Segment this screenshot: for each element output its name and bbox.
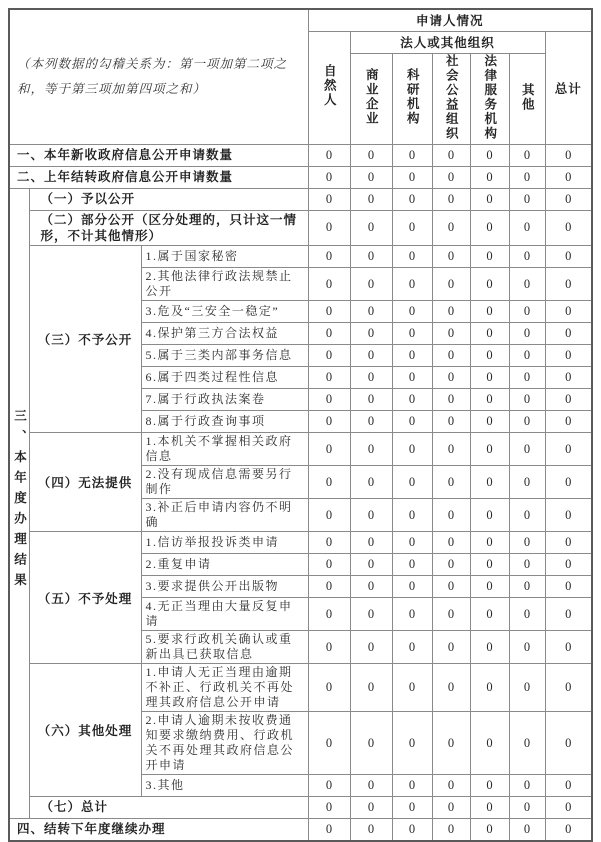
value-cell: 0 [509,712,545,775]
value-cell: 0 [392,210,432,246]
value-cell: 0 [509,532,545,554]
table-row [9,166,592,188]
value-cell: 0 [308,210,350,246]
value-cell: 0 [509,631,545,664]
value-cell: 0 [432,554,470,576]
item-label: 4.无正当理由大量反复申请 [141,598,308,631]
value-cell: 0 [545,712,592,775]
value-cell: 0 [432,819,470,841]
value-cell: 0 [392,433,432,466]
value-cell: 0 [308,268,350,301]
item-label: 5.要求行政机关确认或重新出具已获取信息 [141,631,308,664]
value-cell: 0 [509,166,545,188]
table-row [9,433,592,466]
value-cell: 0 [350,166,392,188]
value-cell: 0 [545,367,592,389]
value-cell: 0 [392,268,432,301]
value-cell: 0 [545,631,592,664]
value-cell: 0 [545,664,592,712]
value-cell: 0 [392,499,432,532]
value-cell: 0 [470,664,509,712]
value-cell: 0 [509,819,545,841]
value-cell: 0 [470,499,509,532]
value-cell: 0 [308,712,350,775]
value-cell: 0 [392,598,432,631]
value-cell: 0 [432,576,470,598]
value-cell: 0 [392,188,432,210]
value-cell: 0 [509,466,545,499]
col-header-natural-person-label: 自然人 [322,64,337,108]
value-cell: 0 [308,188,350,210]
row-label-granted-disclosure: （一）予以公开 [29,188,308,210]
item-label: 1.信访举报投诉类申请 [141,532,308,554]
item-label: 8.属于行政查询事项 [141,411,308,433]
value-cell: 0 [350,598,392,631]
value-cell: 0 [308,433,350,466]
item-label: 7.属于行政执法案卷 [141,389,308,411]
value-cell: 0 [545,598,592,631]
value-cell: 0 [470,631,509,664]
col-header-legal-service-org [470,53,509,144]
value-cell: 0 [432,797,470,819]
value-cell: 0 [392,576,432,598]
value-cell: 0 [432,499,470,532]
value-cell: 0 [392,323,432,345]
value-cell: 0 [350,268,392,301]
value-cell: 0 [470,246,509,268]
row-label-partial-disclosure: （二）部分公开（区分处理的，只计这一情形，不计其他情形） [29,210,308,246]
value-cell: 0 [470,576,509,598]
value-cell: 0 [350,367,392,389]
value-cell: 0 [545,345,592,367]
value-cell: 0 [350,323,392,345]
value-cell: 0 [432,367,470,389]
value-cell: 0 [509,797,545,819]
item-label: 2.其他法律行政法规禁止公开 [141,268,308,301]
col-header-social-welfare-org-label: 社会公益组织 [444,53,459,141]
value-cell: 0 [545,411,592,433]
value-cell: 0 [350,466,392,499]
value-cell: 0 [392,246,432,268]
value-cell: 0 [308,532,350,554]
value-cell: 0 [350,345,392,367]
value-cell: 0 [470,210,509,246]
value-cell: 0 [545,499,592,532]
value-cell: 0 [308,246,350,268]
value-cell: 0 [350,499,392,532]
value-cell: 0 [350,819,392,841]
value-cell: 0 [392,819,432,841]
value-cell: 0 [432,598,470,631]
value-cell: 0 [392,367,432,389]
header-applicant-situation: 申请人情况 [308,9,592,31]
value-cell: 0 [432,433,470,466]
value-cell: 0 [308,323,350,345]
value-cell: 0 [509,268,545,301]
item-label: 3.危及“三安全一稳定” [141,301,308,323]
value-cell: 0 [308,554,350,576]
section-three-vertical-label [9,188,29,819]
value-cell: 0 [392,466,432,499]
value-cell: 0 [545,188,592,210]
value-cell: 0 [470,797,509,819]
col-header-commercial-enterprise-label: 商业企业 [364,68,379,126]
group-label-not-processed: （五）不予处理 [29,532,141,664]
value-cell: 0 [470,323,509,345]
row-label-new-applications: 一、本年新收政府信息公开申请数量 [9,144,308,166]
value-cell: 0 [350,389,392,411]
value-cell: 0 [350,433,392,466]
value-cell: 0 [392,554,432,576]
item-label: 3.要求提供公开出版物 [141,576,308,598]
item-label: 2.没有现成信息需要另行制作 [141,466,308,499]
value-cell: 0 [392,631,432,664]
value-cell: 0 [545,433,592,466]
value-cell: 0 [470,775,509,797]
value-cell: 0 [432,712,470,775]
item-label: 1.属于国家秘密 [141,246,308,268]
table-row [9,664,592,712]
value-cell: 0 [392,664,432,712]
value-cell: 0 [350,411,392,433]
value-cell: 0 [509,554,545,576]
value-cell: 0 [470,345,509,367]
table-row [9,819,592,841]
group-label-unable-to-provide: （四）无法提供 [29,433,141,532]
value-cell: 0 [392,712,432,775]
table-row [9,797,592,819]
table-row [9,144,592,166]
value-cell: 0 [545,466,592,499]
value-cell: 0 [509,664,545,712]
value-cell: 0 [470,598,509,631]
value-cell: 0 [545,819,592,841]
note-cell: （本列数据的勾稽关系为：第一项加第二项之和，等于第三项加第四项之和） [9,9,308,144]
value-cell: 0 [509,210,545,246]
value-cell: 0 [392,389,432,411]
value-cell: 0 [308,301,350,323]
value-cell: 0 [308,389,350,411]
value-cell: 0 [392,532,432,554]
value-cell: 0 [308,576,350,598]
value-cell: 0 [470,367,509,389]
item-label: 2.申请人逾期未按收费通知要求缴纳费用、行政机关不再处理其政府信息公开申请 [141,712,308,775]
value-cell: 0 [545,576,592,598]
value-cell: 0 [470,532,509,554]
value-cell: 0 [545,554,592,576]
value-cell: 0 [432,246,470,268]
group-label-other-handling: （六）其他处理 [29,664,141,797]
value-cell: 0 [350,631,392,664]
row-label-carry-to-next-year: 四、结转下年度继续办理 [9,819,308,841]
value-cell: 0 [308,631,350,664]
value-cell: 0 [308,797,350,819]
col-header-social-welfare-org [432,53,470,144]
value-cell: 0 [509,144,545,166]
item-label: 3.补正后申请内容仍不明确 [141,499,308,532]
value-cell: 0 [545,210,592,246]
item-label: 5.属于三类内部事务信息 [141,345,308,367]
value-cell: 0 [470,466,509,499]
value-cell: 0 [545,775,592,797]
value-cell: 0 [509,188,545,210]
value-cell: 0 [392,166,432,188]
value-cell: 0 [470,166,509,188]
table-row [9,210,592,246]
value-cell: 0 [545,532,592,554]
value-cell: 0 [470,411,509,433]
value-cell: 0 [308,819,350,841]
value-cell: 0 [308,166,350,188]
row-label-carried-over-applications: 二、上年结转政府信息公开申请数量 [9,166,308,188]
value-cell: 0 [392,144,432,166]
value-cell: 0 [470,144,509,166]
value-cell: 0 [350,301,392,323]
value-cell: 0 [432,301,470,323]
item-label: 4.保护第三方合法权益 [141,323,308,345]
value-cell: 0 [432,323,470,345]
value-cell: 0 [509,389,545,411]
value-cell: 0 [432,775,470,797]
value-cell: 0 [432,466,470,499]
value-cell: 0 [350,664,392,712]
value-cell: 0 [432,188,470,210]
value-cell: 0 [509,576,545,598]
value-cell: 0 [545,323,592,345]
group-label-not-disclosed: （三）不予公开 [29,246,141,433]
section-three-vertical-label-text: 三、本年度办理结果 [12,408,27,593]
value-cell: 0 [308,367,350,389]
value-cell: 0 [392,345,432,367]
value-cell: 0 [350,797,392,819]
item-label: 3.其他 [141,775,308,797]
value-cell: 0 [470,389,509,411]
value-cell: 0 [350,532,392,554]
col-header-other [509,53,545,144]
value-cell: 0 [470,819,509,841]
value-cell: 0 [545,166,592,188]
value-cell: 0 [308,598,350,631]
header-legal-or-other-org: 法人或其他组织 [350,31,545,53]
value-cell: 0 [350,554,392,576]
value-cell: 0 [350,210,392,246]
value-cell: 0 [308,499,350,532]
value-cell: 0 [392,797,432,819]
value-cell: 0 [308,411,350,433]
value-cell: 0 [509,345,545,367]
value-cell: 0 [545,268,592,301]
value-cell: 0 [545,389,592,411]
value-cell: 0 [470,554,509,576]
value-cell: 0 [432,210,470,246]
value-cell: 0 [470,301,509,323]
col-header-natural-person [308,31,350,144]
value-cell: 0 [470,712,509,775]
col-header-commercial-enterprise [350,53,392,144]
value-cell: 0 [509,433,545,466]
value-cell: 0 [509,499,545,532]
value-cell: 0 [509,411,545,433]
value-cell: 0 [545,144,592,166]
item-label: 6.属于四类过程性信息 [141,367,308,389]
value-cell: 0 [350,576,392,598]
value-cell: 0 [350,712,392,775]
value-cell: 0 [350,775,392,797]
value-cell: 0 [308,466,350,499]
value-cell: 0 [432,631,470,664]
value-cell: 0 [432,144,470,166]
value-cell: 0 [432,664,470,712]
col-header-research-institution [392,53,432,144]
value-cell: 0 [350,246,392,268]
value-cell: 0 [432,411,470,433]
table-row [9,532,592,554]
value-cell: 0 [392,411,432,433]
table-row [9,246,592,268]
value-cell: 0 [509,775,545,797]
value-cell: 0 [432,532,470,554]
value-cell: 0 [308,345,350,367]
value-cell: 0 [509,598,545,631]
value-cell: 0 [545,797,592,819]
value-cell: 0 [308,775,350,797]
value-cell: 0 [308,144,350,166]
value-cell: 0 [509,301,545,323]
header-row-1 [9,9,592,31]
value-cell: 0 [432,166,470,188]
value-cell: 0 [392,775,432,797]
item-label: 1.申请人无正当理由逾期不补正、行政机关不再处理其政府信息公开申请 [141,664,308,712]
table-row [9,188,592,210]
item-label: 2.重复申请 [141,554,308,576]
value-cell: 0 [392,301,432,323]
value-cell: 0 [545,246,592,268]
value-cell: 0 [470,268,509,301]
col-header-research-institution-label: 科研机构 [405,68,420,126]
value-cell: 0 [545,301,592,323]
value-cell: 0 [509,323,545,345]
value-cell: 0 [509,246,545,268]
row-label-subtotal: （七）总计 [29,797,308,819]
value-cell: 0 [509,367,545,389]
value-cell: 0 [432,268,470,301]
value-cell: 0 [308,664,350,712]
value-cell: 0 [432,345,470,367]
item-label: 1.本机关不掌握相关政府信息 [141,433,308,466]
value-cell: 0 [350,188,392,210]
info-disclosure-stats-table [8,8,593,842]
value-cell: 0 [432,389,470,411]
col-header-legal-service-org-label: 法律服务机构 [482,53,497,141]
col-header-other-label: 其他 [520,82,535,112]
value-cell: 0 [470,433,509,466]
value-cell: 0 [350,144,392,166]
col-header-total: 总计 [545,31,592,144]
value-cell: 0 [470,188,509,210]
